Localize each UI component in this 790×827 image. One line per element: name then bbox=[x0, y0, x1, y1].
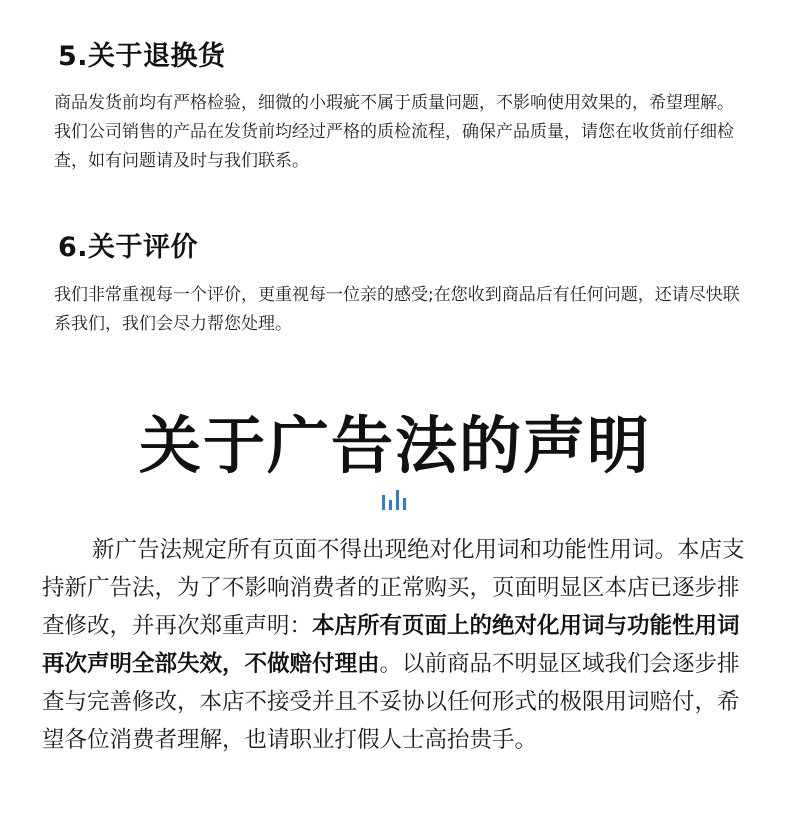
returns-section-title: 5.关于退换货 bbox=[58, 41, 226, 72]
ad-law-statement-title: 关于广告法的声明 bbox=[138, 409, 651, 482]
returns-section-text: 商品发货前均有严格检验，细微的小瑕疵不属于质量问题，不影响使用效果的，希望理解。我们公司销售的产品在发货前均经过严格的质检流程，确保产品质量，请您在收货前仔细检查，如有问题请及时与我们联系。 bbox=[54, 93, 734, 171]
statement-text-intro: 新广告法规定所有页面不得出现绝对化用词和功能性用词。本店支持新广告法，为了不影响消费者的正常购买，页面明显区本店已逐步排查修改，并再次郑重声明： bbox=[42, 537, 745, 639]
statement-text-emphasis: 本店所有页面上的绝对化用词与功能性用词再次声明全部失效，不做赔付理由 bbox=[42, 613, 740, 677]
ad-law-statement-text bbox=[42, 531, 748, 759]
review-section-text: 我们非常重视每一个评价，更重视每一位亲的感受;在您收到商品后有任何问题，还请尽快联系我们，我们会尽力帮您处理。 bbox=[54, 285, 740, 334]
bar-chart-icon-bar-1 bbox=[382, 495, 385, 510]
bar-chart-icon-bar-2 bbox=[389, 500, 392, 510]
statement-text-closing: 。以前商品不明显区域我们会逐步排查与完善修改，本店不接受并且不妥协以任何形式的极限用词赔付，希望各位消费者理解，也请职业打假人士高抬贵手。 bbox=[42, 651, 740, 753]
review-section-title: 6.关于评价 bbox=[58, 232, 199, 263]
bar-chart-icon-bar-3 bbox=[396, 490, 399, 510]
bar-chart-icon bbox=[381, 490, 407, 510]
bar-chart-icon-bar-4 bbox=[403, 498, 406, 510]
